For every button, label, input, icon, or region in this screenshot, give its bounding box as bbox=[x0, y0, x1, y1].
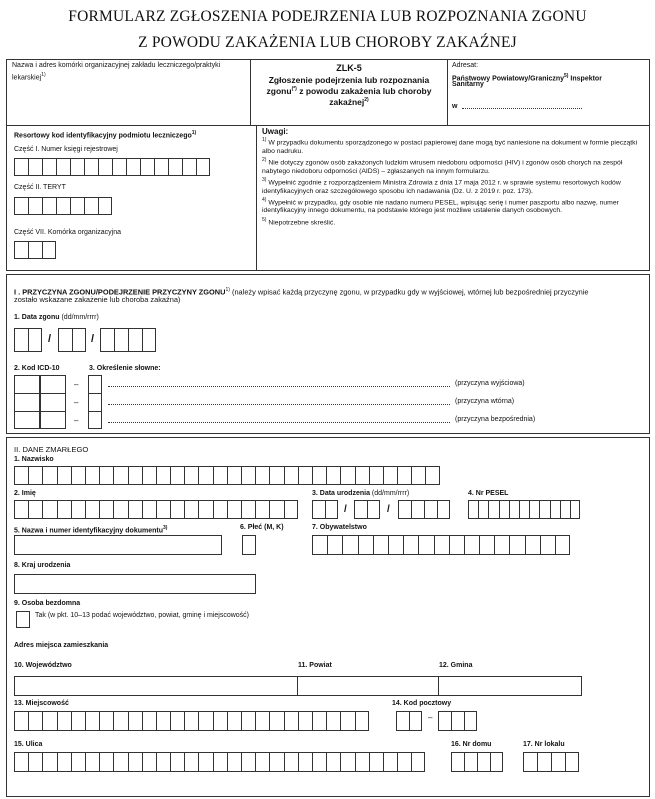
form-desc-2: zgonu(*) z powodu zakażenia lub choroby bbox=[266, 86, 432, 96]
section-1-heading-2: zostało wskazane zakażenie lub choroba zakaźna) bbox=[14, 295, 181, 304]
birth-date-year[interactable] bbox=[398, 500, 450, 519]
street-label: 15. Ulica bbox=[14, 741, 43, 748]
date-separator: / bbox=[387, 504, 390, 515]
surname-label: 1. Nazwisko bbox=[14, 456, 54, 463]
cause-3-field[interactable] bbox=[108, 422, 450, 423]
addressee-label: Adresat: bbox=[452, 62, 479, 69]
note-1: W przypadku dokumentu sporządzonego w postaci papierowej dane mogą być naniesione na dokument w formie pieczątki albo nadruku. bbox=[262, 139, 638, 155]
verbal-description-label: 3. Określenie słowne: bbox=[89, 365, 161, 372]
pesel-cells[interactable] bbox=[468, 500, 580, 519]
icd-code-label: 2. Kod ICD-10 bbox=[14, 365, 60, 372]
surname-cells[interactable] bbox=[14, 466, 440, 485]
pesel-label: 4. Nr PESEL bbox=[468, 490, 509, 497]
ident-part1-cells[interactable] bbox=[14, 158, 210, 176]
cause-2-field[interactable] bbox=[108, 404, 450, 405]
citizenship-cells[interactable] bbox=[312, 535, 570, 555]
birth-country-field[interactable] bbox=[14, 574, 256, 594]
homeless-label: 9. Osoba bezdomna bbox=[14, 600, 81, 607]
icd-dash-2: – bbox=[74, 398, 79, 407]
facility-name-label: Nazwa i adres komórki organizacyjnej zakładu leczniczego/praktyki lekarskiej$^{1)}$ bbox=[12, 62, 221, 81]
section-1-heading: I . PRZYCZYNA ZGONU/PODEJRZENIE PRZYCZYNY ZGONU$^{1)}$ (należy wpisać każdą przyczynę zgonu, w przypadku gdy w wyjściowej, wtórnej lub bezpośredniej przyczynie bbox=[14, 287, 589, 297]
addressee-w-label: w bbox=[452, 103, 458, 110]
birth-date-month[interactable] bbox=[354, 500, 380, 519]
ident-part1-label: Część I. Numer księgi rejestrowej bbox=[14, 146, 118, 153]
house-number-label: 16. Nr domu bbox=[451, 741, 492, 748]
note-3: Wypełnić zgodnie z rozporządzeniem Ministra Zdrowia z dnia 17 maja 2012 r. w sprawie systemu resortowych kodów identyfikacyjnych oraz szczegółowego sposobu ich nadawania (Dz. U. z 2019 r. poz. 173). bbox=[262, 179, 621, 195]
birth-country-label: 8. Kraj urodzenia bbox=[14, 562, 71, 569]
first-name-cells[interactable] bbox=[14, 500, 298, 519]
document-field[interactable] bbox=[14, 535, 222, 555]
postcode-dash: – bbox=[428, 713, 433, 722]
flat-number-cells[interactable] bbox=[523, 752, 579, 772]
cause-1-field[interactable] bbox=[108, 386, 450, 387]
first-name-label: 2. Imię bbox=[14, 490, 36, 497]
birth-date-day[interactable] bbox=[312, 500, 338, 519]
address-region-field[interactable] bbox=[14, 676, 582, 696]
postcode-label: 14. Kod pocztowy bbox=[392, 700, 452, 707]
town-cells[interactable] bbox=[14, 711, 369, 731]
voivodeship-label: 10. Województwo bbox=[14, 662, 72, 669]
form-desc-3: zakaźnej$^{2)}$ bbox=[329, 97, 369, 107]
sex-field[interactable] bbox=[242, 535, 256, 555]
citizenship-label: 7. Obywatelstwo bbox=[312, 524, 367, 531]
ident-part2-cells[interactable] bbox=[14, 197, 112, 215]
county-label: 11. Powiat bbox=[298, 662, 332, 669]
icd-code-letter-cells[interactable] bbox=[14, 375, 40, 429]
form-title-line-1: FORMULARZ ZGŁOSZENIA PODEJRZENIA LUB ROZPOZNANIA ZGONU bbox=[68, 8, 587, 25]
form-desc-1: Zgłoszenie podejrzenia lub rozpoznania bbox=[268, 75, 430, 85]
house-number-cells[interactable] bbox=[451, 752, 503, 772]
addressee-city-field[interactable] bbox=[462, 108, 582, 109]
note-2: Nie dotyczy zgonów osób zakażonych ludzkim wirusem niedoboru odporności (HIV) i zgonów osób chorych na zespół nabytego niedoboru odporności (AIDS) – zgłaszanych na innym formularzu. bbox=[262, 159, 623, 175]
ident-code-title: Resortowy kod identyfikacyjny podmiotu leczniczego$^{1)}$ bbox=[14, 130, 197, 140]
section-2-heading: II. DANE ZMARŁEGO bbox=[14, 445, 89, 454]
addressee-name-1: Państwowy Powiatowy/Graniczny$^{5)}$ Inspektor bbox=[452, 73, 602, 83]
commune-label: 12. Gmina bbox=[439, 662, 473, 669]
document-label: 5. Nazwa i numer identyfikacyjny dokumentu$^{3)}$ bbox=[14, 525, 168, 535]
cause-3-label: (przyczyna bezpośrednia) bbox=[455, 416, 536, 423]
date-separator: / bbox=[48, 333, 52, 345]
death-date-month[interactable] bbox=[58, 328, 86, 352]
icd-dash-3: – bbox=[74, 416, 79, 425]
flat-number-label: 17. Nr lokalu bbox=[523, 741, 565, 748]
ident-part2-label: Część II. TERYT bbox=[14, 184, 66, 191]
notes-title: Uwagi: bbox=[262, 127, 289, 136]
street-cells[interactable] bbox=[14, 752, 425, 772]
date-separator: / bbox=[344, 504, 347, 515]
icd-code-decimal-cells[interactable] bbox=[88, 375, 102, 429]
form-title-line-2: Z POWODU ZAKAŻENIA LUB CHOROBY ZAKAŹNEJ bbox=[138, 34, 517, 51]
icd-dash-1: – bbox=[74, 380, 79, 389]
homeless-checkbox[interactable] bbox=[16, 611, 30, 628]
note-4: Wypełnić w przypadku, gdy osobie nie nadano numeru PESEL, wpisując serię i numer paszportu albo nazwę, numer identyfikacyjny innego dokumentu, na podstawie którego jest możliwe ustalenie danych osobowych. bbox=[262, 199, 619, 215]
form-code: ZLK-5 bbox=[336, 63, 362, 73]
notes-block: Uwagi: $^{1)}$ W przypadku dokumentu sporządzonego w postaci papierowej dane mogą być naniesione na dokument w formie pieczątki albo nadruku. $^{2)}$ Nie dotyczy zgonów osób zakażonych ludzkim wirusem niedoboru odporności (HIV) i zgonów osób chorych na zespół nabytego niedoboru odporności (AIDS) – zgłaszanych na innym formularzu. $^{3)}$ Wypełnić zgodnie z rozporządzeniem Ministra Zdrowia z dnia 17 maja 2012 r. w sprawie systemu resortowych kodów identyfikacyjnych oraz szczegółowego sposobu ich nadawania (Dz. U. z 2019 r. poz. 173). $^{4)}$ Wypełnić w przypadku, gdy osobie nie nadano numeru PESEL, wpisując serię i numer paszportu albo nazwę, numer identyfikacyjny innego dokumentu, na podstawie którego jest możliwe ustalenie danych osobowych. $^{5)}$ Niepotrzebne skreślić. bbox=[262, 128, 644, 227]
icd-code-number-cells[interactable] bbox=[40, 375, 66, 429]
ident-part7-label: Część VII. Komórka organizacyjna bbox=[14, 229, 121, 236]
cause-1-label: (przyczyna wyjściowa) bbox=[455, 380, 525, 387]
postcode-suffix-cells[interactable] bbox=[438, 711, 477, 731]
sex-label: 6. Płeć (M, K) bbox=[240, 524, 284, 531]
note-5: Niepotrzebne skreślić. bbox=[268, 219, 336, 226]
date-separator: / bbox=[91, 333, 95, 345]
cause-2-label: (przyczyna wtórna) bbox=[455, 398, 515, 405]
address-heading: Adres miejsca zamieszkania bbox=[14, 642, 109, 649]
death-date-year[interactable] bbox=[100, 328, 156, 352]
postcode-prefix-cells[interactable] bbox=[396, 711, 422, 731]
death-date-label: 1. Data zgonu (dd/mm/rrrr) bbox=[14, 314, 99, 321]
death-date-day[interactable] bbox=[14, 328, 42, 352]
addressee-name-2: Sanitarny bbox=[452, 81, 484, 88]
town-label: 13. Miejscowość bbox=[14, 700, 69, 707]
ident-part7-cells[interactable] bbox=[14, 241, 56, 259]
birth-date-label: 3. Data urodzenia (dd/mm/rrrr) bbox=[312, 490, 410, 497]
homeless-option-text: Tak (w pkt. 10–13 podać województwo, powiat, gminę i miejscowość) bbox=[35, 612, 249, 619]
